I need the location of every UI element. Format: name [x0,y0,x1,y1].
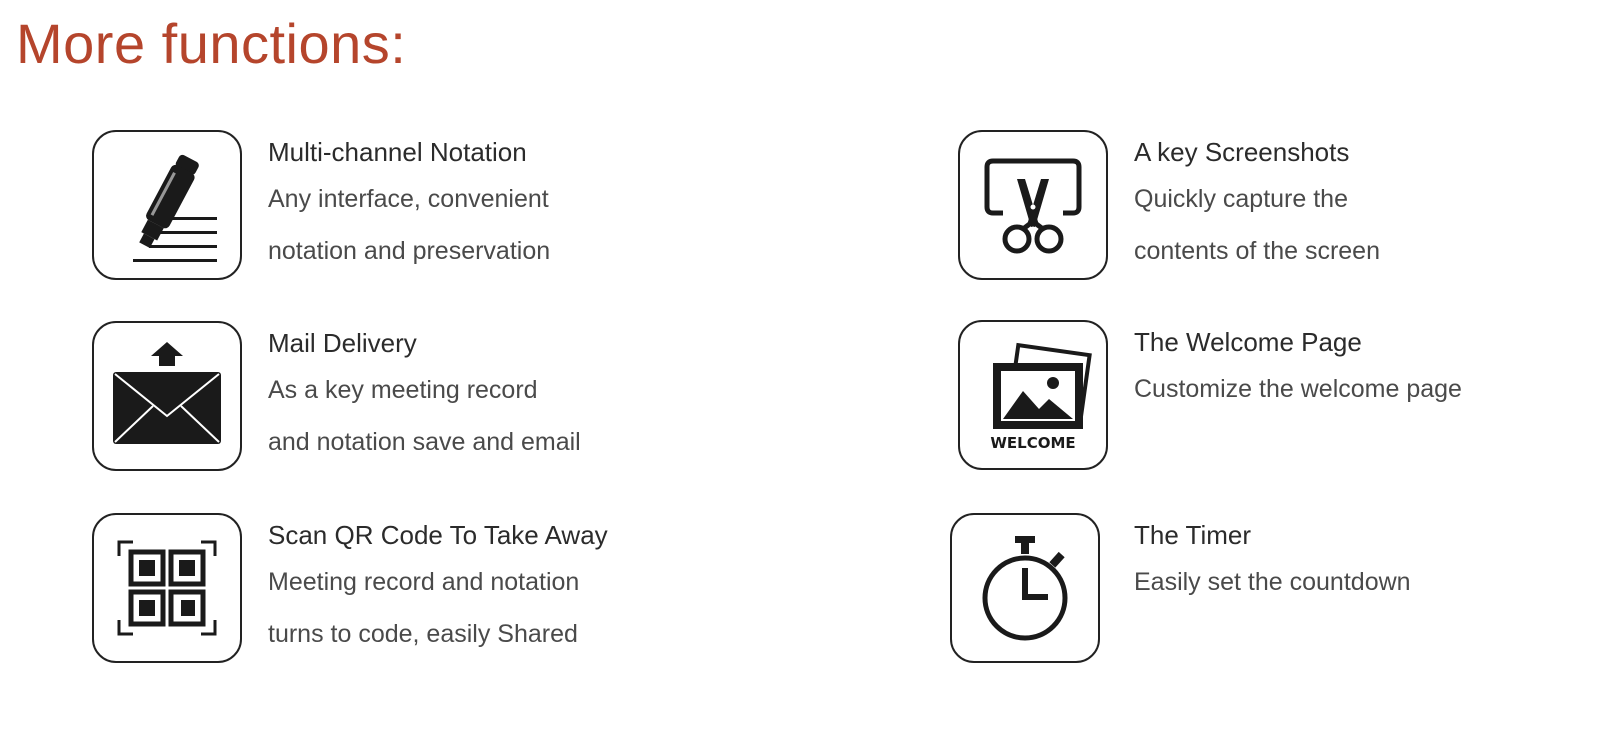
feature-description: Customize the welcome page [1134,375,1462,403]
qr-code-icon [92,513,242,663]
mail-upload-icon [92,321,242,471]
page-title: More functions: [16,12,407,75]
feature-heading: Scan QR Code To Take Away [268,520,608,550]
stopwatch-icon [950,513,1100,663]
feature-heading: The Welcome Page [1134,327,1362,357]
scissors-screenshot-icon [958,130,1108,280]
feature-heading: Mail Delivery [268,328,417,358]
feature-description: notation and preservation [268,237,551,265]
pen-notation-icon [92,130,242,280]
feature-description: Meeting record and notation [268,568,580,596]
feature-description: contents of the screen [1134,237,1380,265]
feature-description: Quickly capture the [1134,185,1348,213]
feature-heading: A key Screenshots [1134,137,1350,167]
welcome-icon-label: WELCOME [990,434,1076,452]
feature-description: As a key meeting record [268,376,538,404]
feature-description: and notation save and email [268,428,581,456]
feature-description: turns to code, easily Shared [268,620,578,648]
feature-description: Any interface, convenient [268,185,549,213]
feature-description: Easily set the countdown [1134,568,1411,596]
feature-heading: Multi-channel Notation [268,137,527,167]
welcome-image-icon [958,320,1108,470]
feature-heading: The Timer [1134,520,1252,550]
